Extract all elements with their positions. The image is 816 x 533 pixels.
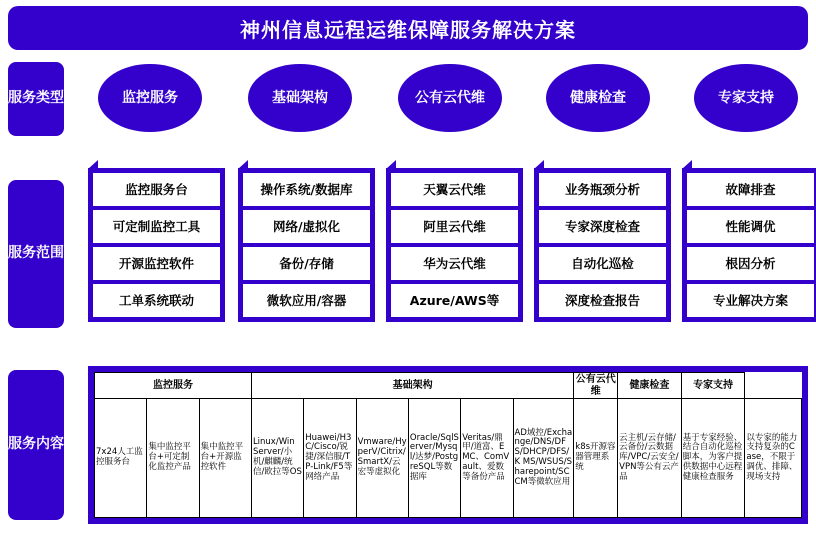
scope-column-infrastructure — [238, 168, 375, 322]
table-cell: Veritas/鼎甲/道富、EMC、ComVault、爱数等备份产品 — [461, 399, 513, 518]
scope-item: 备份/存储 — [243, 247, 370, 280]
scope-item: 工单系统联动 — [93, 284, 220, 317]
scope-item: 业务瓶颈分析 — [539, 173, 666, 206]
service-content-table — [94, 372, 802, 518]
scope-item: 微软应用/容器 — [243, 284, 370, 317]
diagram-title-bar — [8, 6, 808, 50]
scope-item: 专业解决方案 — [687, 284, 814, 317]
table-header-infrastructure: 基础架构 — [251, 373, 573, 399]
scope-column-monitoring — [88, 168, 225, 322]
scope-item: 华为云代维 — [391, 247, 518, 280]
table-cell: k8s开源容器管理系统 — [574, 399, 618, 518]
table-cell: Linux/Win Server/小机/麒麟/统信/欧拉等OS — [251, 399, 303, 518]
table-cell: 7x24人工监控服务台 — [95, 399, 147, 518]
scope-item: 天翼云代维 — [391, 173, 518, 206]
scope-item: Azure/AWS等 — [391, 284, 518, 317]
category-ellipse-expert-support: 专家支持 — [694, 64, 798, 132]
row-label-service-scope: 服务范围 — [8, 180, 64, 328]
table-cell: 集中监控平台+可定制化监控产品 — [147, 399, 199, 518]
scope-column-expert-support — [682, 168, 816, 322]
scope-item: 专家深度检查 — [539, 210, 666, 243]
category-ellipse-infrastructure: 基础架构 — [248, 64, 352, 132]
table-header-row — [95, 373, 802, 399]
scope-item: 故障排查 — [687, 173, 814, 206]
scope-item: 性能调优 — [687, 210, 814, 243]
service-content-panel — [88, 366, 808, 524]
row-label-service-content: 服务内容 — [8, 370, 64, 520]
category-ellipse-health-check: 健康检查 — [546, 64, 650, 132]
scope-item: 网络/虚拟化 — [243, 210, 370, 243]
table-cell: 云主机/云存储/云备份/云数据库/VPC/云安全/VPN等公有云产品 — [618, 399, 682, 518]
table-header-public-cloud: 公有云代维 — [575, 374, 616, 397]
scope-item: 阿里云代维 — [391, 210, 518, 243]
category-ellipse-public-cloud: 公有云代维 — [398, 64, 502, 132]
table-header-monitoring: 监控服务 — [95, 373, 252, 399]
scope-column-public-cloud — [386, 168, 523, 322]
table-row — [95, 399, 802, 518]
table-header-expert-support: 专家支持 — [681, 373, 745, 399]
table-cell: Vmware/HyperV/Citrix/SmartX/云宏等虚拟化 — [356, 399, 408, 518]
scope-item: 操作系统/数据库 — [243, 173, 370, 206]
category-ellipse-monitoring: 监控服务 — [98, 64, 202, 132]
row-label-service-type: 服务类型 — [8, 62, 64, 136]
table-header-health-check: 健康检查 — [618, 373, 682, 399]
scope-column-health-check — [534, 168, 671, 322]
scope-item: 可定制监控工具 — [93, 210, 220, 243]
table-cell: Oracle/SqlServer/Mysql/达梦/PostgreSQL等数据库 — [408, 399, 460, 518]
table-cell: Huawei/H3C/Cisco/锐捷/深信服/TP-Link/F5等网络产品 — [304, 399, 356, 518]
scope-item: 监控服务台 — [93, 173, 220, 206]
scope-item: 自动化巡检 — [539, 247, 666, 280]
table-cell: 基于专家经验、结合自动化巡检脚本，为客户提供数据中心远程健康检查服务 — [681, 399, 745, 518]
scope-item: 根因分析 — [687, 247, 814, 280]
table-cell: 以专家的能力支持复杂的Case，不限于调优、排障、现场支持 — [745, 399, 802, 518]
scope-item: 开源监控软件 — [93, 247, 220, 280]
table-cell: AD域控/Exchange/DNS/DFS/DHCP/DFS/K MS/WSUS/Sharepoint/SCCM等微软应用 — [513, 399, 574, 518]
page-title: 神州信息远程运维保障服务解决方案 — [240, 17, 576, 42]
scope-item: 深度检查报告 — [539, 284, 666, 317]
table-cell: 集中监控平台+开源监控软件 — [199, 399, 251, 518]
